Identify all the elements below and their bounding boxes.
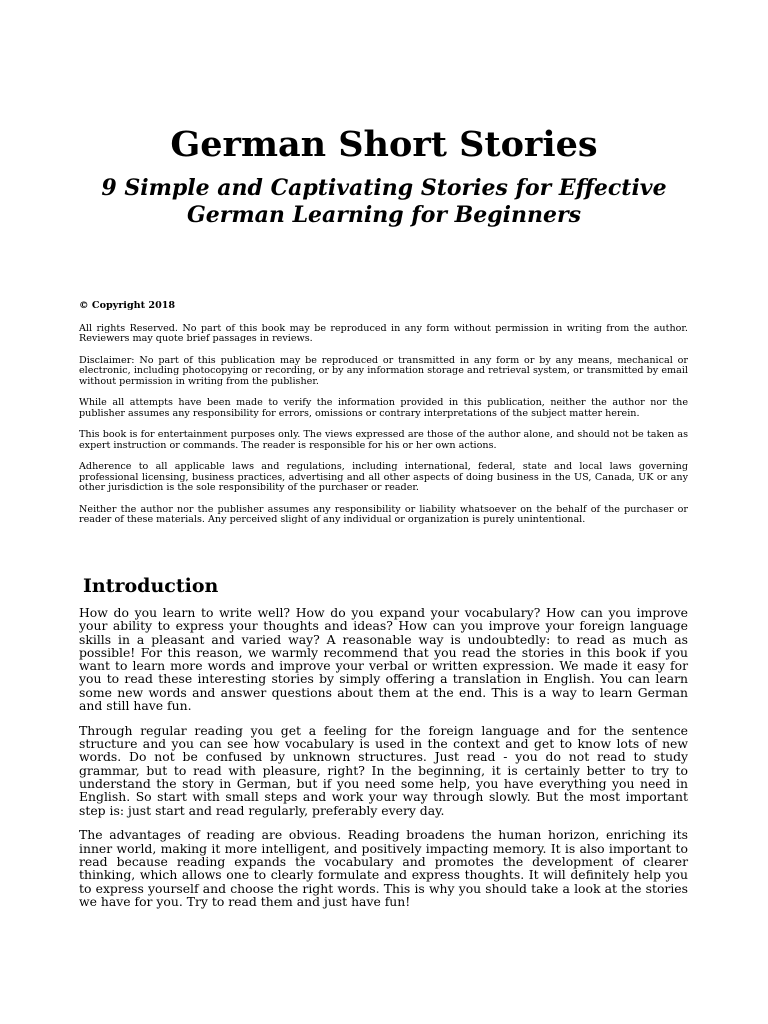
introduction-paragraph: How do you learn to write well? How do you expand your vocabulary? How can you improve your ability to express your thoughts and ideas? How can you improve your foreign language skills in a pleasant and varied way? A reasonable way is undoubtedly: to read as much as possible! For this reason, we warmly recommend that you read the stories in this book if you want to learn more words and improve your verbal or written expression. We made it easy for you to read these interesting stories by simply offering a translation in English. You can learn some new words and answer questions about them at the end. This is a way to learn German and still have fun. [79,605,688,714]
subtitle-line: German Learning for Beginners [187,202,581,228]
introduction-heading: Introduction [83,575,219,597]
introduction-paragraph: The advantages of reading are obvious. Reading broadens the human horizon, enriching its inner world, making it more intelligent, and positively impacting memory. It is also important to read because reading expands the vocabulary and promotes the development of clearer thinking, which allows one to clearly formulate and express thoughts. It will definitely help you to express yourself and choose the right words. This is why you should take a look at the stories we have for you. Try to read them and just have fun! [79,827,688,909]
introduction-paragraph: Through regular reading you get a feeling for the foreign language and for the sentence structure and you can see how vocabulary is used in the context and get to know lots of new words. Do not be confused by unknown structures. Just read - you do not read to study grammar, but to read with pleasure, right? In the beginning, it is certainly better to try to understand the story in German, but if you need some help, you have everything you need in English. So start with small steps and work your way through slowly. But the most important step is: just start and read regularly, preferably every day. [79,722,688,818]
copyright-paragraph: While all attempts have been made to verify the information provided in this publication, neither the author nor the publisher assumes any responsibility for errors, omissions or contrary interpretations of the subject matter herein. [79,397,688,419]
copyright-paragraph: Neither the author nor the publisher assumes any responsibility or liability whatsoever on the behalf of the purchaser or reader of these materials. Any perceived slight of any individual or organization is purely unintentional. [79,503,688,526]
book-subtitle [60,175,708,229]
copyright-heading: © Copyright 2018 [79,300,176,311]
disclaimer-paragraph: Disclaimer: No part of this publication may be reproduced or transmitted in any form or by any means, mechanical or electronic, including photocopying or recording, or by any information storage and retrieval system, or transmitted by email without permission in writing from the publisher. [79,354,688,388]
introduction-body [79,606,688,920]
copyright-paragraph: All rights Reserved. No part of this book may be reproduced in any form without permission in writing from the author. Reviewers may quote brief passages in reviews. [79,322,688,345]
copyright-paragraph: Adherence to all applicable laws and regulations, including international, federal, state and local laws governing professional licensing, business practices, advertising and all other aspects of doing business in the US, Canada, UK or any other jurisdiction is the sole responsibility of the purchaser or reader. [79,461,688,494]
book-title: German Short Stories [170,124,598,165]
copyright-section [79,301,688,537]
subtitle-line: 9 Simple and Captivating Stories for Effective [101,175,667,201]
copyright-paragraph: This book is for entertainment purposes only. The views expressed are those of the author alone, and should not be taken as expert instruction or commands. The reader is responsible for his or her own actions. [79,429,688,451]
